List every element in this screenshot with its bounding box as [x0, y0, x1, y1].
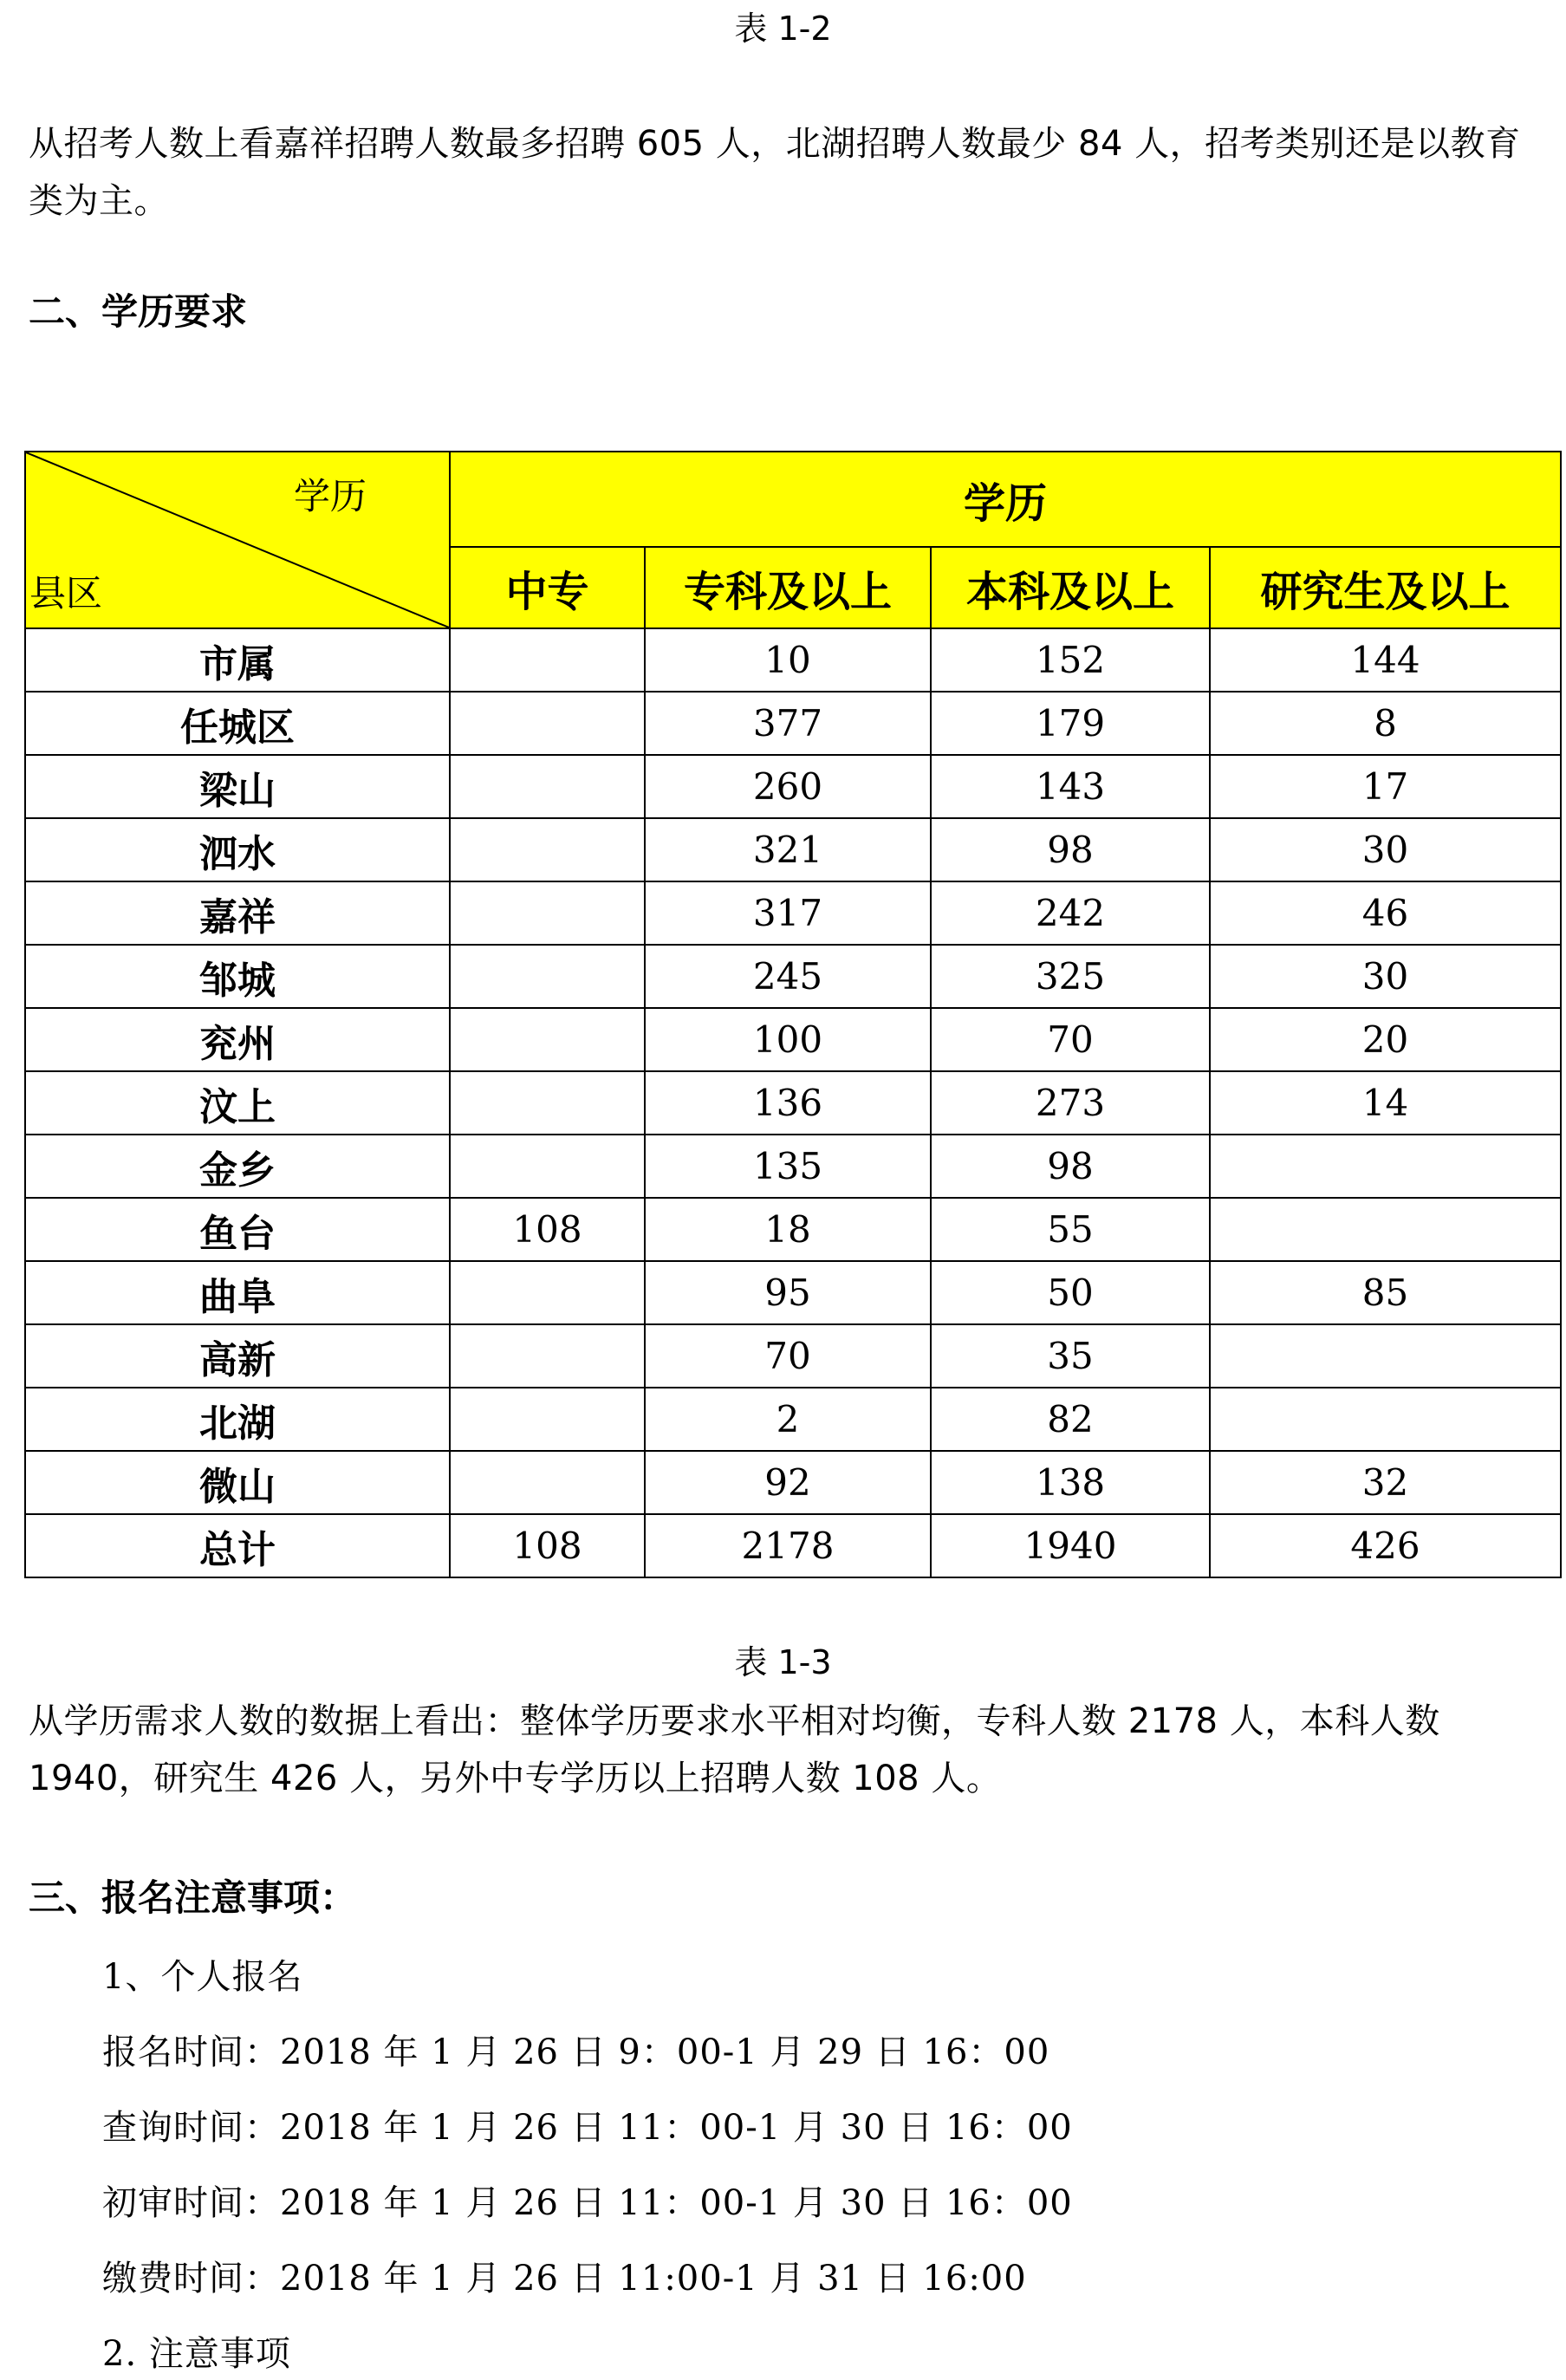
table-header-row	[25, 452, 1561, 547]
county-cell: 微山	[25, 1451, 450, 1514]
review-time-line: 初审时间：2018 年 1 月 26 日 11：00-1 月 30 日 16：00	[102, 2183, 1073, 2223]
payment-time-line: 缴费时间：2018 年 1 月 26 日 11:00-1 月 31 日 16:00	[102, 2259, 1027, 2299]
apply-time-line: 报名时间：2018 年 1 月 26 日 9：00-1 月 29 日 16：00	[102, 2032, 1050, 2072]
zhuanke-cell: 377	[645, 692, 931, 755]
zhuanke-cell: 2178	[645, 1514, 931, 1577]
registration-item-notes: 2. 注意事项	[102, 2334, 291, 2374]
table-row	[25, 1071, 1561, 1135]
education-group-header: 学历	[450, 452, 1561, 547]
zhongzhuan-cell: 108	[450, 1198, 645, 1261]
zhongzhuan-cell	[450, 1071, 645, 1135]
yanjiusheng-cell: 14	[1210, 1071, 1561, 1135]
benke-cell: 179	[931, 692, 1210, 755]
diagonal-header-cell	[25, 452, 450, 628]
benke-cell: 325	[931, 945, 1210, 1008]
benke-cell: 35	[931, 1324, 1210, 1388]
zhuanke-cell: 260	[645, 755, 931, 818]
county-cell: 嘉祥	[25, 881, 450, 945]
benke-cell: 152	[931, 628, 1210, 692]
zhuanke-cell: 317	[645, 881, 931, 945]
table-row	[25, 1008, 1561, 1071]
recruit-summary-paragraph: 从招考人数上看嘉祥招聘人数最多招聘 605 人，北湖招聘人数最少 84 人，招考类别还是以教育类为主。	[29, 124, 1521, 221]
benke-cell: 82	[931, 1388, 1210, 1451]
county-cell: 梁山	[25, 755, 450, 818]
county-cell: 泗水	[25, 818, 450, 881]
yanjiusheng-cell: 17	[1210, 755, 1561, 818]
county-cell: 兖州	[25, 1008, 450, 1071]
query-time-line: 查询时间：2018 年 1 月 26 日 11：00-1 月 30 日 16：00	[102, 2108, 1073, 2148]
zhongzhuan-cell	[450, 945, 645, 1008]
county-cell: 高新	[25, 1324, 450, 1388]
column-header-zhuanke: 专科及以上	[645, 547, 931, 628]
table-row	[25, 755, 1561, 818]
yanjiusheng-cell: 30	[1210, 818, 1561, 881]
registration-item-personal: 1、个人报名	[102, 1957, 303, 1997]
zhongzhuan-cell	[450, 755, 645, 818]
column-header-benke: 本科及以上	[931, 547, 1210, 628]
yanjiusheng-cell: 8	[1210, 692, 1561, 755]
yanjiusheng-cell: 144	[1210, 628, 1561, 692]
zhuanke-cell: 245	[645, 945, 931, 1008]
zhongzhuan-cell	[450, 1388, 645, 1451]
zhongzhuan-cell	[450, 1451, 645, 1514]
column-header-yanjiusheng: 研究生及以上	[1210, 547, 1561, 628]
table-row	[25, 1324, 1561, 1388]
yanjiusheng-cell	[1210, 1135, 1561, 1198]
yanjiusheng-cell: 30	[1210, 945, 1561, 1008]
zhongzhuan-cell	[450, 628, 645, 692]
county-cell: 邹城	[25, 945, 450, 1008]
section-heading-education: 二、学历要求	[29, 290, 248, 333]
zhuanke-cell: 18	[645, 1198, 931, 1261]
zhongzhuan-cell	[450, 881, 645, 945]
county-cell: 任城区	[25, 692, 450, 755]
table-row	[25, 1451, 1561, 1514]
zhongzhuan-cell	[450, 1324, 645, 1388]
table-row	[25, 692, 1561, 755]
benke-cell: 98	[931, 1135, 1210, 1198]
county-cell: 总计	[25, 1514, 450, 1577]
zhuanke-cell: 321	[645, 818, 931, 881]
zhuanke-cell: 95	[645, 1261, 931, 1324]
zhongzhuan-cell	[450, 818, 645, 881]
benke-cell: 242	[931, 881, 1210, 945]
zhuanke-cell: 92	[645, 1451, 931, 1514]
table-row	[25, 628, 1561, 692]
zhuanke-cell: 100	[645, 1008, 931, 1071]
benke-cell: 55	[931, 1198, 1210, 1261]
diagonal-header-bottom-label: 县区	[29, 572, 103, 615]
table-row	[25, 1198, 1561, 1261]
yanjiusheng-cell	[1210, 1388, 1561, 1451]
zhongzhuan-cell: 108	[450, 1514, 645, 1577]
table-row	[25, 881, 1561, 945]
zhuanke-cell: 136	[645, 1071, 931, 1135]
benke-cell: 138	[931, 1451, 1210, 1514]
benke-cell: 273	[931, 1071, 1210, 1135]
zhuanke-cell: 2	[645, 1388, 931, 1451]
yanjiusheng-cell: 85	[1210, 1261, 1561, 1324]
yanjiusheng-cell: 426	[1210, 1514, 1561, 1577]
diagonal-header-top-label: 学历	[293, 475, 367, 517]
education-summary-paragraph: 从学历需求人数的数据上看出：整体学历要求水平相对均衡，专科人数 2178 人，本科人数 1940，研究生 426 人，另外中专学历以上招聘人数 108 人。	[29, 1701, 1440, 1798]
county-cell: 金乡	[25, 1135, 450, 1198]
zhuanke-cell: 135	[645, 1135, 931, 1198]
zhuanke-cell: 70	[645, 1324, 931, 1388]
table-caption-1-3: 表 1-3	[734, 1643, 832, 1681]
table-row	[25, 1135, 1561, 1198]
zhongzhuan-cell	[450, 1008, 645, 1071]
yanjiusheng-cell: 20	[1210, 1008, 1561, 1071]
benke-cell: 70	[931, 1008, 1210, 1071]
zhuanke-cell: 10	[645, 628, 931, 692]
column-header-zhongzhuan: 中专	[450, 547, 645, 628]
yanjiusheng-cell	[1210, 1198, 1561, 1261]
benke-cell: 1940	[931, 1514, 1210, 1577]
table-row	[25, 1388, 1561, 1451]
zhongzhuan-cell	[450, 1135, 645, 1198]
table-row	[25, 1261, 1561, 1324]
yanjiusheng-cell: 46	[1210, 881, 1561, 945]
benke-cell: 50	[931, 1261, 1210, 1324]
table-row	[25, 945, 1561, 1008]
benke-cell: 143	[931, 755, 1210, 818]
section-heading-registration: 三、报名注意事项：	[29, 1876, 357, 1919]
benke-cell: 98	[931, 818, 1210, 881]
county-cell: 鱼台	[25, 1198, 450, 1261]
yanjiusheng-cell: 32	[1210, 1451, 1561, 1514]
zhongzhuan-cell	[450, 1261, 645, 1324]
county-cell: 汶上	[25, 1071, 450, 1135]
table-total-row	[25, 1514, 1561, 1577]
zhongzhuan-cell	[450, 692, 645, 755]
county-cell: 市属	[25, 628, 450, 692]
county-cell: 北湖	[25, 1388, 450, 1451]
table-row	[25, 818, 1561, 881]
county-cell: 曲阜	[25, 1261, 450, 1324]
education-requirements-table	[24, 451, 1562, 1578]
table-caption-1-2: 表 1-2	[734, 10, 832, 48]
yanjiusheng-cell	[1210, 1324, 1561, 1388]
